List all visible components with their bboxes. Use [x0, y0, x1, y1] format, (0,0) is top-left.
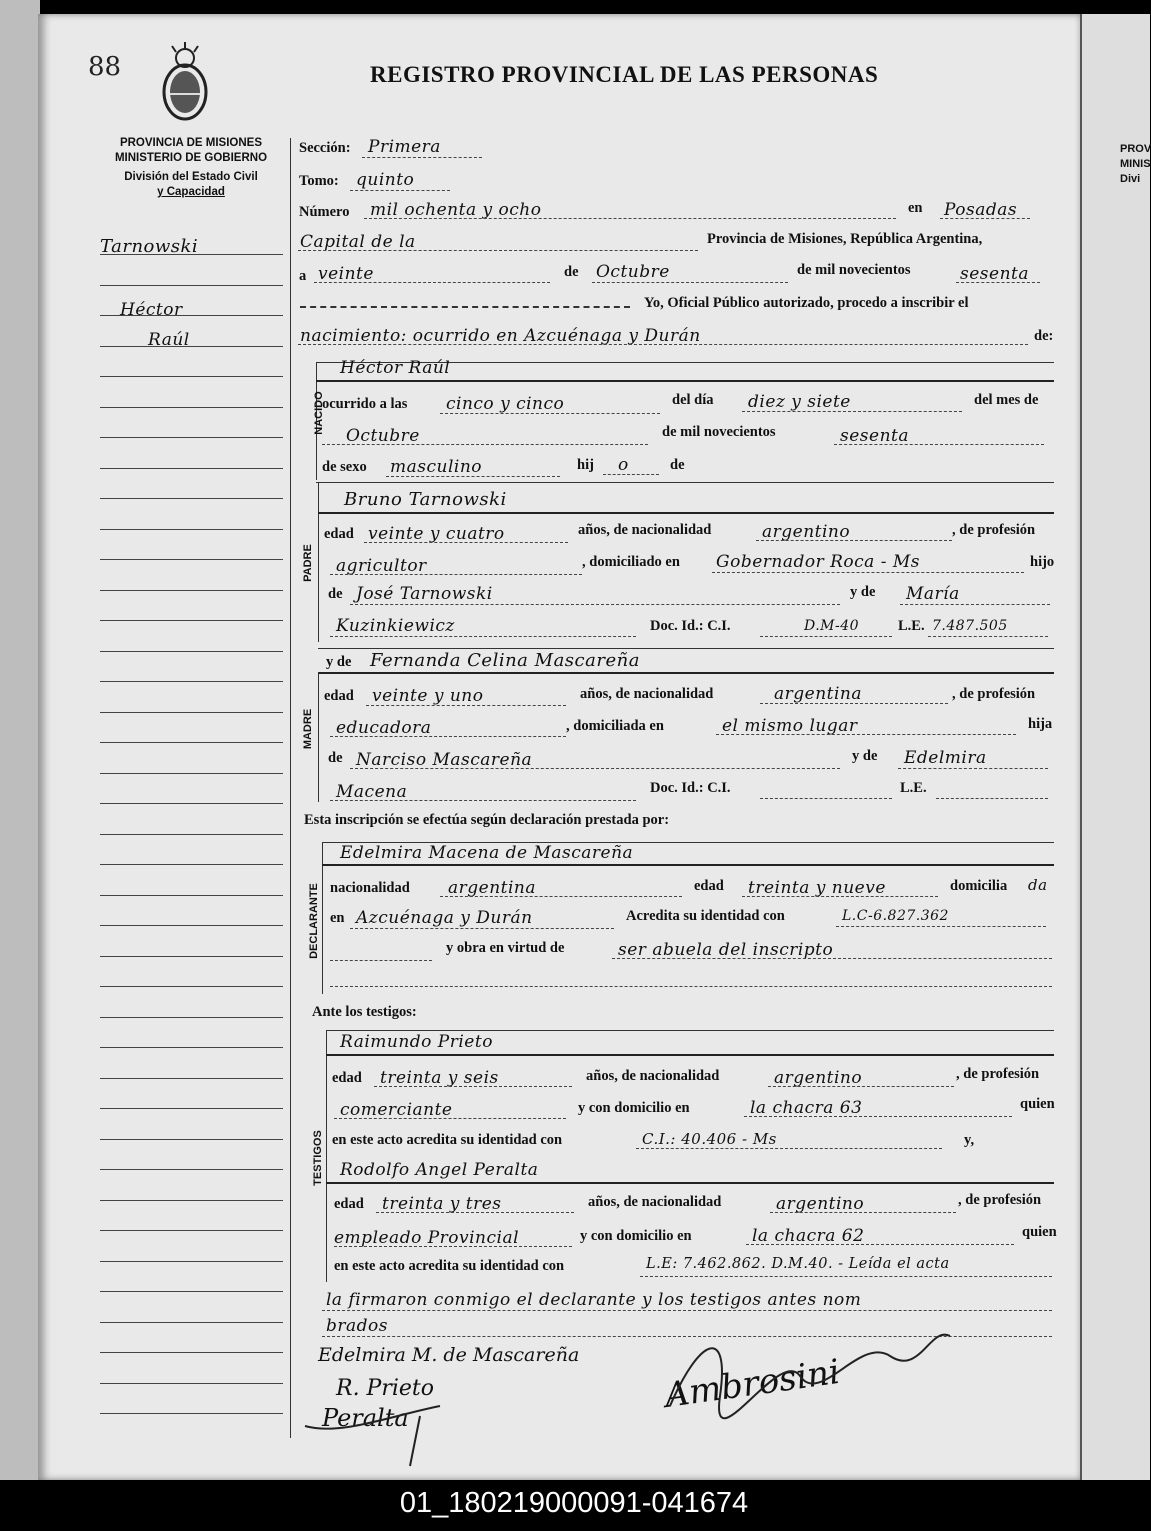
label-y: y,: [964, 1132, 975, 1148]
margin-rule-line: [100, 468, 283, 469]
label-en-este-acto: en este acto acredita su identidad con: [334, 1258, 565, 1274]
label-en: en: [908, 200, 923, 216]
value-seccion: Primera: [368, 137, 441, 157]
section-label-declarante: DECLARANTE: [308, 883, 320, 959]
margin-rule-line: [100, 773, 283, 774]
value-en-lugar: Posadas: [944, 200, 1018, 220]
value-testigo2-nacionalidad: argentino: [776, 1194, 865, 1214]
label-del-dia: del día: [672, 392, 714, 408]
label-nacionalidad: nacionalidad: [330, 880, 410, 896]
label-yo-oficial: Yo, Oficial Público autorizado, procedo a inscribir el: [644, 295, 969, 311]
margin-rule-line: [100, 1383, 283, 1384]
label-doc-id: Doc. Id.: C.I.: [650, 780, 731, 796]
org-line: División del Estado Civil: [124, 171, 258, 183]
label-esta-inscripcion: Esta inscripción se efectúa según declaración prestada por:: [304, 812, 670, 828]
value-capital: Capital de la: [300, 232, 416, 252]
signature-testigo1: R. Prieto: [336, 1376, 435, 1401]
label-le: L.E.: [900, 780, 927, 796]
org-line: PROVINCIA DE MISIONES: [119, 137, 263, 149]
margin-rule-line: [100, 376, 283, 377]
value-testigo2-profesion: empleado Provincial: [334, 1228, 520, 1248]
margin-rule-line: [100, 1291, 283, 1292]
label-edad: edad: [694, 878, 724, 894]
section-divider: [326, 1030, 327, 1282]
closing-text-line: la firmaron conmigo el declarante y los testigos antes nom: [326, 1290, 862, 1310]
label-y-de: y de: [850, 584, 876, 600]
label-en: en: [330, 910, 345, 926]
margin-rule-line: [100, 1413, 283, 1414]
label-hij: hij: [577, 457, 594, 473]
value-padre-edad: veinte y cuatro: [368, 524, 505, 544]
label-profesion: , de profesión: [956, 1066, 1040, 1082]
signature-flourish: [300, 1396, 470, 1476]
left-page-edge: [0, 0, 40, 1480]
label-seccion: Sección:: [299, 140, 351, 156]
value-padre-nacionalidad: argentino: [762, 522, 851, 542]
margin-rule-line: [100, 895, 283, 896]
margin-rule-line: [100, 1108, 283, 1109]
closing-text-line: brados: [326, 1316, 388, 1336]
label-de-mil-novecientos: de mil novecientos: [662, 424, 776, 440]
margin-rule-line: [100, 712, 283, 713]
value-padre-domicilio: Gobernador Roca - Ms: [716, 552, 920, 572]
margin-rule-line: [100, 864, 283, 865]
margin-rule-line: [100, 498, 283, 499]
org-line: y Capacidad: [157, 186, 225, 198]
value-dia-inscripcion: veinte: [318, 264, 374, 284]
right-page-text: PROV: [1120, 143, 1151, 155]
value-padre-madre: María: [906, 584, 960, 604]
label-de: de: [564, 264, 579, 280]
margin-rule-line: [100, 437, 283, 438]
margin-rule-line: [100, 559, 283, 560]
value-hecho: nacimiento: ocurrido en Azcuénaga y Durán: [300, 326, 701, 346]
margin-rule-line: [100, 590, 283, 591]
margin-rule-line: [100, 986, 283, 987]
section-label-padre: PADRE: [302, 544, 314, 582]
margin-rule-line: [100, 1230, 283, 1231]
margin-rule-line: [100, 651, 283, 652]
value-madre-madre: Edelmira: [904, 748, 987, 768]
label-con-domicilio: y con domicilio en: [580, 1228, 692, 1244]
value-padre-ci: D.M-40: [804, 618, 860, 634]
label-domiciliado: , domiciliado en: [582, 554, 680, 570]
label-edad: edad: [324, 688, 354, 704]
label-de: de: [328, 750, 343, 766]
label-a: a: [299, 268, 307, 284]
value-anio: sesenta: [840, 426, 909, 446]
margin-rule-line: [100, 1322, 283, 1323]
organization-block: [96, 136, 286, 200]
signature-testigo2: Peralta: [322, 1404, 409, 1432]
section-label-madre: MADRE: [302, 708, 314, 750]
value-declarante-nombre: Edelmira Macena de Mascareña: [340, 843, 634, 863]
value-nombre: Héctor Raúl: [340, 358, 451, 378]
value-testigo2-identidad: L.E: 7.462.862. D.M.40. - Leída el acta: [646, 1256, 950, 1272]
label-anios-nacionalidad: años, de nacionalidad: [586, 1068, 720, 1084]
value-madre-nombre: Fernanda Celina Mascareña: [370, 650, 640, 671]
margin-rule-line: [100, 742, 283, 743]
value-numero: mil ochenta y ocho: [370, 200, 542, 220]
value-declarante-identidad: L.C-6.827.362: [842, 908, 949, 924]
margin-rule-line: [100, 681, 283, 682]
page-number: 88: [88, 52, 122, 82]
label-con-domicilio: y con domicilio en: [578, 1100, 690, 1116]
label-de: de: [670, 457, 685, 473]
label-ocurrido: ocurrido a las: [322, 396, 408, 412]
label-ante-testigos: Ante los testigos:: [312, 1004, 417, 1020]
value-declarante-nacionalidad: argentina: [448, 878, 537, 898]
margin-rule-line: [100, 315, 283, 316]
margin-rule-line: [100, 925, 283, 926]
label-domicilia: domicilia: [950, 878, 1008, 894]
signature-flourish: [660, 1316, 960, 1426]
label-sexo: de sexo: [322, 459, 367, 475]
margin-rule-line: [100, 1047, 283, 1048]
value-mes-inscripcion: Octubre: [596, 262, 670, 282]
label-profesion: , de profesión: [958, 1192, 1042, 1208]
section-label-testigos: TESTIGOS: [312, 1130, 324, 1186]
value-padre-nombre: Bruno Tarnowski: [344, 489, 507, 510]
right-page-text: Divi: [1120, 173, 1141, 185]
label-en-este-acto: en este acto acredita su identidad con: [332, 1132, 563, 1148]
value-padre-madre-apellido: Kuzinkiewicz: [336, 616, 455, 636]
value-hij-suffix: o: [618, 455, 629, 475]
value-padre-padre: José Tarnowski: [356, 584, 493, 604]
margin-rule-line: [100, 1169, 283, 1170]
value-mes: Octubre: [346, 426, 420, 446]
value-domicilia-suffix: da: [1028, 876, 1048, 894]
margin-rule-line: [100, 620, 283, 621]
value-hora: cinco y cinco: [446, 394, 565, 414]
margin-rule-line: [100, 803, 283, 804]
document-id-footer: 01_180219000091-041674: [0, 1482, 1148, 1531]
label-provincia: Provincia de Misiones, República Argentina,: [707, 231, 983, 247]
label-numero: Número: [299, 204, 350, 220]
label-le: L.E.: [898, 618, 925, 634]
value-sexo: masculino: [390, 457, 483, 477]
label-anios-nacionalidad: años, de nacionalidad: [578, 522, 712, 538]
value-testigo1-identidad: C.I.: 40.406 - Ms: [642, 1130, 777, 1148]
value-declarante-virtud: ser abuela del inscripto: [618, 940, 834, 960]
margin-given-name: Raúl: [148, 330, 190, 350]
value-declarante-edad: treinta y nueve: [748, 878, 886, 898]
label-profesion: , de profesión: [952, 522, 1036, 538]
value-anio-inscripcion: sesenta: [960, 264, 1029, 284]
margin-rule-line: [100, 285, 283, 286]
section-label-nacido: NACIDO: [313, 391, 325, 435]
margin-rule-line: [100, 834, 283, 835]
coat-of-arms-icon: [160, 44, 210, 124]
right-page-edge: [1080, 14, 1150, 1480]
value-testigo2-domicilio: la chacra 62: [752, 1226, 865, 1246]
margin-rule-line: [100, 1352, 283, 1353]
value-testigo1-edad: treinta y seis: [380, 1068, 499, 1088]
margin-rule-line: [100, 529, 283, 530]
margin-rule-line: [100, 1017, 283, 1018]
value-testigo1-profesion: comerciante: [340, 1100, 453, 1120]
label-anios-nacionalidad: años, de nacionalidad: [580, 686, 714, 702]
margin-surname: Tarnowski: [100, 236, 199, 257]
signature-declarante: Edelmira M. de Mascareña: [318, 1344, 580, 1366]
value-madre-nacionalidad: argentina: [774, 684, 863, 704]
label-doc-id: Doc. Id.: C.I.: [650, 618, 731, 634]
margin-given-name: Héctor: [120, 300, 183, 320]
margin-rule-line: [100, 346, 283, 347]
margin-rule-line: [100, 254, 283, 255]
value-testigo1-domicilio: la chacra 63: [750, 1098, 863, 1118]
label-quien: quien: [1022, 1224, 1057, 1240]
label-edad: edad: [334, 1196, 364, 1212]
value-tomo: quinto: [356, 170, 415, 190]
section-divider: [318, 482, 319, 642]
org-line: MINISTERIO DE GOBIERNO: [114, 152, 268, 164]
right-page-text: MINIS: [1120, 158, 1151, 170]
value-madre-profesion: educadora: [336, 718, 432, 738]
margin-rule-line: [100, 407, 283, 408]
label-y-de: y de: [326, 654, 352, 670]
column-divider: [290, 138, 291, 1438]
label-y-obra: y obra en virtud de: [446, 940, 565, 956]
label-de: de: [328, 586, 343, 602]
margin-rule-line: [100, 1139, 283, 1140]
label-anios-nacionalidad: años, de nacionalidad: [588, 1194, 722, 1210]
label-edad: edad: [332, 1070, 362, 1086]
margin-rule-line: [100, 1261, 283, 1262]
label-edad: edad: [324, 526, 354, 542]
label-tomo: Tomo:: [299, 173, 339, 189]
value-madre-madre-apellido: Macena: [336, 782, 408, 802]
value-testigo1-nacionalidad: argentino: [774, 1068, 863, 1088]
value-dia: diez y siete: [748, 392, 851, 412]
label-del-mes: del mes de: [974, 392, 1039, 408]
label-y-de: y de: [852, 748, 878, 764]
label-hija: hija: [1028, 716, 1053, 732]
value-testigo2-edad: treinta y tres: [382, 1194, 502, 1214]
signature-oficial: Ambrosini: [662, 1351, 843, 1417]
page-title: REGISTRO PROVINCIAL DE LAS PERSONAS: [370, 62, 879, 87]
label-acredita: Acredita su identidad con: [626, 908, 785, 924]
section-divider: [318, 672, 319, 802]
margin-rule-line: [100, 1078, 283, 1079]
label-profesion: , de profesión: [952, 686, 1036, 702]
value-madre-edad: veinte y uno: [372, 686, 484, 706]
label-quien: quien: [1020, 1096, 1055, 1112]
value-testigo2-nombre: Rodolfo Angel Peralta: [340, 1160, 539, 1180]
label-domiciliada: , domiciliada en: [566, 718, 664, 734]
value-declarante-domicilio: Azcuénaga y Durán: [356, 908, 533, 928]
margin-rule-line: [100, 1200, 283, 1201]
value-testigo1-nombre: Raimundo Prieto: [340, 1032, 493, 1052]
value-madre-padre: Narciso Mascareña: [356, 750, 533, 770]
label-de-mil-novecientos: de mil novecientos: [797, 262, 911, 278]
value-madre-domicilio: el mismo lugar: [722, 716, 858, 736]
value-padre-le: 7.487.505: [932, 618, 1008, 634]
label-hijo: hijo: [1030, 554, 1055, 570]
value-padre-profesion: agricultor: [336, 556, 427, 576]
margin-rule-line: [100, 956, 283, 957]
label-de-colon: de:: [1034, 328, 1054, 344]
